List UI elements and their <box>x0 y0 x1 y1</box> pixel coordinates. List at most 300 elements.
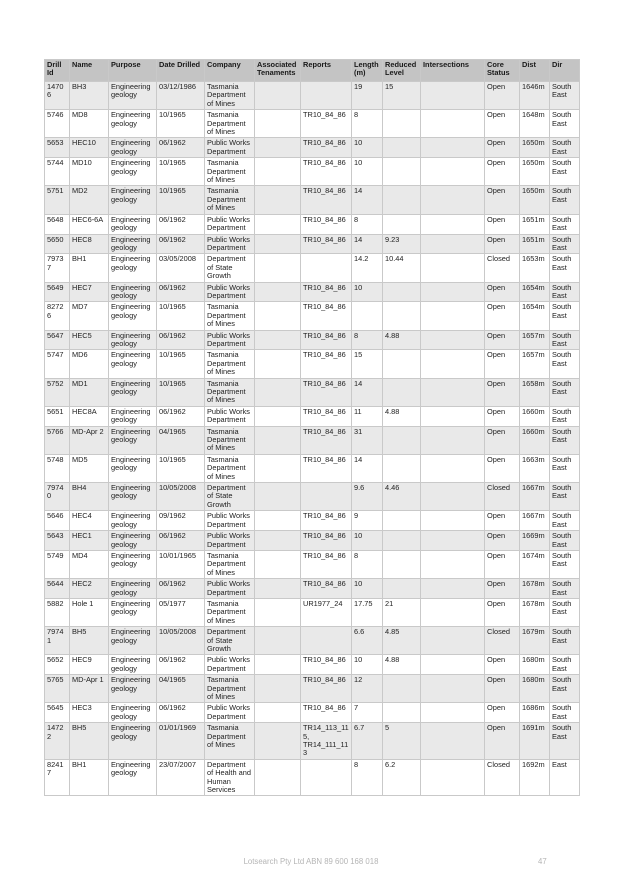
table-cell: TR10_84_86 <box>301 406 352 426</box>
table-cell: Engineering geology <box>109 138 157 158</box>
column-header: Drill Id <box>45 60 70 82</box>
table-cell <box>421 627 485 655</box>
table-row <box>45 655 580 675</box>
table-cell: TR10_84_86 <box>301 703 352 723</box>
table-cell: 7 <box>352 703 383 723</box>
table-cell: South East <box>550 378 580 406</box>
table-cell: Open <box>485 214 520 234</box>
table-cell: MD5 <box>70 454 109 482</box>
table-cell: Open <box>485 234 520 254</box>
table-cell <box>255 82 301 110</box>
table-cell: 10/1965 <box>157 454 205 482</box>
table-cell: 19 <box>352 82 383 110</box>
table-cell <box>255 254 301 282</box>
column-header: Core Status <box>485 60 520 82</box>
table-cell: Tasmania Department of Mines <box>205 598 255 626</box>
table-cell <box>383 138 421 158</box>
table-cell: Open <box>485 598 520 626</box>
table-cell <box>383 378 421 406</box>
table-cell: HEC9 <box>70 655 109 675</box>
table-cell: Department of State Growth <box>205 254 255 282</box>
table-cell <box>421 254 485 282</box>
table-cell: 06/1962 <box>157 234 205 254</box>
table-cell: 5882 <box>45 598 70 626</box>
table-cell <box>421 759 485 796</box>
table-cell: 5644 <box>45 579 70 599</box>
table-cell: Engineering geology <box>109 675 157 703</box>
table-cell: 10/05/2008 <box>157 627 205 655</box>
table-cell: HEC6-6A <box>70 214 109 234</box>
table-cell: 21 <box>383 598 421 626</box>
table-cell: HEC4 <box>70 511 109 531</box>
table-cell: South East <box>550 655 580 675</box>
table-cell: HEC7 <box>70 282 109 302</box>
table-row <box>45 483 580 511</box>
table-cell: 9 <box>352 511 383 531</box>
table-cell: 5653 <box>45 138 70 158</box>
table-cell: South East <box>550 426 580 454</box>
table-cell: TR10_84_86 <box>301 138 352 158</box>
table-cell: TR10_84_86 <box>301 675 352 703</box>
table-cell: TR10_84_86 <box>301 282 352 302</box>
table-row <box>45 186 580 214</box>
table-cell: Engineering geology <box>109 282 157 302</box>
table-cell: 06/1962 <box>157 330 205 350</box>
table-cell: 10/01/1965 <box>157 550 205 578</box>
table-cell: 04/1965 <box>157 426 205 454</box>
table-cell <box>421 579 485 599</box>
table-cell <box>301 254 352 282</box>
table-cell <box>421 282 485 302</box>
table-cell: Open <box>485 655 520 675</box>
table-cell: 1663m <box>520 454 550 482</box>
table-cell: South East <box>550 483 580 511</box>
table-cell <box>255 138 301 158</box>
table-cell: BH5 <box>70 723 109 760</box>
table-row <box>45 302 580 330</box>
table-cell: 10/1965 <box>157 158 205 186</box>
table-cell: 1692m <box>520 759 550 796</box>
table-cell: 06/1962 <box>157 214 205 234</box>
table-cell: 82726 <box>45 302 70 330</box>
table-cell <box>255 302 301 330</box>
table-header-row <box>45 60 580 82</box>
table-cell: MD10 <box>70 158 109 186</box>
table-cell: Engineering geology <box>109 511 157 531</box>
table-cell <box>255 426 301 454</box>
table-cell: Tasmania Department of Mines <box>205 110 255 138</box>
table-cell: 1678m <box>520 598 550 626</box>
table-cell: 4.46 <box>383 483 421 511</box>
table-cell: Engineering geology <box>109 254 157 282</box>
table-cell: Engineering geology <box>109 186 157 214</box>
table-cell: HEC10 <box>70 138 109 158</box>
column-header: Company <box>205 60 255 82</box>
table-row <box>45 426 580 454</box>
table-cell: South East <box>550 138 580 158</box>
table-cell: 06/1962 <box>157 531 205 551</box>
table-row <box>45 330 580 350</box>
table-cell: Engineering geology <box>109 426 157 454</box>
table-cell: 05/1977 <box>157 598 205 626</box>
table-cell: MD4 <box>70 550 109 578</box>
table-cell <box>383 579 421 599</box>
table-cell: Tasmania Department of Mines <box>205 378 255 406</box>
table-cell <box>383 531 421 551</box>
table-cell: 6.7 <box>352 723 383 760</box>
table-cell: 1679m <box>520 627 550 655</box>
table-row <box>45 378 580 406</box>
table-cell: 23/07/2007 <box>157 759 205 796</box>
table-cell: TR10_84_86 <box>301 511 352 531</box>
table-cell <box>255 759 301 796</box>
table-cell: 10 <box>352 158 383 186</box>
table-cell <box>421 302 485 330</box>
table-cell <box>421 330 485 350</box>
table-cell: 10/1965 <box>157 378 205 406</box>
table-cell: TR10_84_86 <box>301 214 352 234</box>
table-cell <box>421 483 485 511</box>
table-cell: TR10_84_86 <box>301 302 352 330</box>
table-cell: Tasmania Department of Mines <box>205 426 255 454</box>
table-cell: 9.6 <box>352 483 383 511</box>
table-cell: 5748 <box>45 454 70 482</box>
table-cell: Public Works Department <box>205 138 255 158</box>
table-cell: Open <box>485 511 520 531</box>
table-cell: 14 <box>352 234 383 254</box>
table-cell: 1669m <box>520 531 550 551</box>
table-cell: 9.23 <box>383 234 421 254</box>
table-cell: Engineering geology <box>109 483 157 511</box>
table-row <box>45 282 580 302</box>
table-row <box>45 82 580 110</box>
footer-company: Lotsearch Pty Ltd ABN 89 600 168 018 <box>243 857 379 866</box>
table-cell: Engineering geology <box>109 234 157 254</box>
table-row <box>45 254 580 282</box>
table-cell: Public Works Department <box>205 282 255 302</box>
table-cell <box>421 82 485 110</box>
table-row <box>45 703 580 723</box>
table-cell: 1657m <box>520 330 550 350</box>
table-cell: 1667m <box>520 511 550 531</box>
table-cell <box>421 703 485 723</box>
table-cell: 03/12/1986 <box>157 82 205 110</box>
table-cell <box>255 483 301 511</box>
table-cell: Closed <box>485 759 520 796</box>
table-cell: 5649 <box>45 282 70 302</box>
table-cell: 1646m <box>520 82 550 110</box>
table-cell: 8 <box>352 330 383 350</box>
table-cell: 06/1962 <box>157 138 205 158</box>
table-cell: Closed <box>485 627 520 655</box>
table-cell: 14706 <box>45 82 70 110</box>
column-header: Associated Tenaments <box>255 60 301 82</box>
table-cell: South East <box>550 186 580 214</box>
table-cell: TR10_84_86 <box>301 426 352 454</box>
column-header: Reduced Level <box>383 60 421 82</box>
table-cell: Hole 1 <box>70 598 109 626</box>
table-cell <box>421 234 485 254</box>
table-cell <box>301 627 352 655</box>
table-cell <box>421 138 485 158</box>
table-cell: 5643 <box>45 531 70 551</box>
table-cell <box>421 675 485 703</box>
table-cell: Open <box>485 138 520 158</box>
table-cell: 14 <box>352 186 383 214</box>
table-cell <box>421 110 485 138</box>
table-cell: 5746 <box>45 110 70 138</box>
table-cell <box>255 406 301 426</box>
column-header: Intersections <box>421 60 485 82</box>
table-cell: 14 <box>352 378 383 406</box>
table-cell: TR10_84_86 <box>301 350 352 378</box>
table-cell <box>421 655 485 675</box>
table-cell: 10 <box>352 655 383 675</box>
table-cell: 1650m <box>520 186 550 214</box>
table-cell <box>255 675 301 703</box>
table-cell: 04/1965 <box>157 675 205 703</box>
table-cell <box>421 550 485 578</box>
table-cell: TR14_113_115, TR14_111_113 <box>301 723 352 760</box>
column-header: Name <box>70 60 109 82</box>
table-cell: Tasmania Department of Mines <box>205 186 255 214</box>
table-cell: Tasmania Department of Mines <box>205 454 255 482</box>
table-cell: Open <box>485 426 520 454</box>
table-cell <box>255 579 301 599</box>
table-cell: 31 <box>352 426 383 454</box>
table-cell: South East <box>550 110 580 138</box>
table-cell <box>255 627 301 655</box>
table-cell: Open <box>485 186 520 214</box>
table-cell: 4.88 <box>383 406 421 426</box>
table-cell: 79741 <box>45 627 70 655</box>
table-cell: Engineering geology <box>109 302 157 330</box>
table-cell: Open <box>485 454 520 482</box>
table-cell: 1660m <box>520 426 550 454</box>
table-cell: 8 <box>352 759 383 796</box>
table-cell: 5744 <box>45 158 70 186</box>
table-cell: Open <box>485 550 520 578</box>
table-cell <box>255 186 301 214</box>
table-cell: South East <box>550 302 580 330</box>
table-cell: 1650m <box>520 138 550 158</box>
table-cell: Public Works Department <box>205 406 255 426</box>
table-cell <box>383 426 421 454</box>
table-cell: Department of State Growth <box>205 483 255 511</box>
table-cell: MD6 <box>70 350 109 378</box>
table-row <box>45 759 580 796</box>
table-cell: TR10_84_86 <box>301 330 352 350</box>
table-cell <box>383 703 421 723</box>
table-cell: TR10_84_86 <box>301 454 352 482</box>
table-cell: 1674m <box>520 550 550 578</box>
table-cell: 10 <box>352 138 383 158</box>
table-cell: 6.2 <box>383 759 421 796</box>
table-cell: TR10_84_86 <box>301 234 352 254</box>
table-cell <box>383 675 421 703</box>
table-cell: HEC5 <box>70 330 109 350</box>
table-cell: South East <box>550 234 580 254</box>
table-cell <box>255 330 301 350</box>
table-cell: 6.6 <box>352 627 383 655</box>
table-cell: Engineering geology <box>109 579 157 599</box>
table-cell <box>421 214 485 234</box>
table-cell <box>421 598 485 626</box>
column-header: Reports <box>301 60 352 82</box>
table-row <box>45 598 580 626</box>
table-cell <box>255 378 301 406</box>
table-cell: South East <box>550 723 580 760</box>
table-row <box>45 454 580 482</box>
table-cell: BH1 <box>70 759 109 796</box>
table-cell: Engineering geology <box>109 598 157 626</box>
table-cell: 4.88 <box>383 330 421 350</box>
table-cell <box>255 350 301 378</box>
table-cell: 5648 <box>45 214 70 234</box>
table-cell <box>301 483 352 511</box>
table-cell <box>383 282 421 302</box>
table-cell: Engineering geology <box>109 759 157 796</box>
table-cell: Public Works Department <box>205 214 255 234</box>
table-cell: Open <box>485 350 520 378</box>
table-cell: Open <box>485 158 520 186</box>
table-cell: Closed <box>485 254 520 282</box>
table-cell: 4.88 <box>383 655 421 675</box>
table-cell: 5646 <box>45 511 70 531</box>
table-cell: 1651m <box>520 214 550 234</box>
table-cell: HEC3 <box>70 703 109 723</box>
table-cell: 5 <box>383 723 421 760</box>
table-cell: Open <box>485 110 520 138</box>
table-cell: 1680m <box>520 675 550 703</box>
table-row <box>45 723 580 760</box>
table-cell: Public Works Department <box>205 330 255 350</box>
table-cell: South East <box>550 627 580 655</box>
table-cell <box>383 550 421 578</box>
table-cell: Engineering geology <box>109 550 157 578</box>
table-cell: Department of Health and Human Services <box>205 759 255 796</box>
table-cell: South East <box>550 254 580 282</box>
table-cell: Public Works Department <box>205 579 255 599</box>
table-cell: 03/05/2008 <box>157 254 205 282</box>
table-cell: Open <box>485 302 520 330</box>
table-cell: 5645 <box>45 703 70 723</box>
table-cell: 06/1962 <box>157 282 205 302</box>
table-cell: 12 <box>352 675 383 703</box>
table-cell <box>383 186 421 214</box>
table-cell <box>383 511 421 531</box>
table-row <box>45 158 580 186</box>
table-cell: 14 <box>352 454 383 482</box>
table-cell <box>421 531 485 551</box>
table-cell: TR10_84_86 <box>301 378 352 406</box>
table-cell: Closed <box>485 483 520 511</box>
table-cell: MD2 <box>70 186 109 214</box>
table-row <box>45 627 580 655</box>
table-cell <box>421 406 485 426</box>
table-cell <box>255 598 301 626</box>
table-cell: BH1 <box>70 254 109 282</box>
table-cell: 5751 <box>45 186 70 214</box>
table-cell: 5651 <box>45 406 70 426</box>
table-cell: Open <box>485 723 520 760</box>
table-cell <box>255 282 301 302</box>
table-cell: Department of State Growth <box>205 627 255 655</box>
table-cell: Engineering geology <box>109 655 157 675</box>
table-row <box>45 110 580 138</box>
table-cell: 06/1962 <box>157 406 205 426</box>
table-cell: TR10_84_86 <box>301 550 352 578</box>
column-header: Purpose <box>109 60 157 82</box>
table-cell: 10/1965 <box>157 350 205 378</box>
table-cell <box>255 531 301 551</box>
table-cell <box>255 723 301 760</box>
table-cell: Public Works Department <box>205 703 255 723</box>
table-cell: HEC2 <box>70 579 109 599</box>
table-cell: 14722 <box>45 723 70 760</box>
table-cell: Engineering geology <box>109 723 157 760</box>
table-cell: 11 <box>352 406 383 426</box>
table-cell: Open <box>485 703 520 723</box>
table-cell: Engineering geology <box>109 82 157 110</box>
table-cell: 06/1962 <box>157 703 205 723</box>
table-cell: 1660m <box>520 406 550 426</box>
table-cell <box>255 454 301 482</box>
table-cell: HEC1 <box>70 531 109 551</box>
table-cell: 5752 <box>45 378 70 406</box>
table-cell: 01/01/1969 <box>157 723 205 760</box>
table-cell: Tasmania Department of Mines <box>205 82 255 110</box>
table-cell: 1654m <box>520 282 550 302</box>
table-cell: Engineering geology <box>109 406 157 426</box>
table-cell: TR10_84_86 <box>301 579 352 599</box>
table-cell: Engineering geology <box>109 531 157 551</box>
table-cell: MD-Apr 1 <box>70 675 109 703</box>
table-cell: South East <box>550 675 580 703</box>
table-cell: Open <box>485 282 520 302</box>
table-cell <box>352 302 383 330</box>
table-cell <box>255 655 301 675</box>
table-cell: South East <box>550 214 580 234</box>
table-cell: 15 <box>383 82 421 110</box>
column-header: Date Drilled <box>157 60 205 82</box>
table-row <box>45 579 580 599</box>
table-cell: 14.2 <box>352 254 383 282</box>
table-cell: Tasmania Department of Mines <box>205 723 255 760</box>
table-cell: Tasmania Department of Mines <box>205 550 255 578</box>
table-cell: 8 <box>352 550 383 578</box>
table-cell: 1667m <box>520 483 550 511</box>
drill-holes-table <box>44 59 580 796</box>
table-cell: 15 <box>352 350 383 378</box>
table-cell <box>255 550 301 578</box>
table-cell: South East <box>550 406 580 426</box>
table-cell: Engineering geology <box>109 703 157 723</box>
table-cell: Engineering geology <box>109 330 157 350</box>
table-row <box>45 531 580 551</box>
table-cell: Public Works Department <box>205 655 255 675</box>
table-cell: Open <box>485 82 520 110</box>
table-cell: 79737 <box>45 254 70 282</box>
table-cell: South East <box>550 531 580 551</box>
table-cell: Engineering geology <box>109 350 157 378</box>
table-cell <box>383 454 421 482</box>
table-cell: East <box>550 759 580 796</box>
table-cell: South East <box>550 703 580 723</box>
table-cell: 10/1965 <box>157 302 205 330</box>
table-cell: Engineering geology <box>109 110 157 138</box>
table-cell: UR1977_24 <box>301 598 352 626</box>
